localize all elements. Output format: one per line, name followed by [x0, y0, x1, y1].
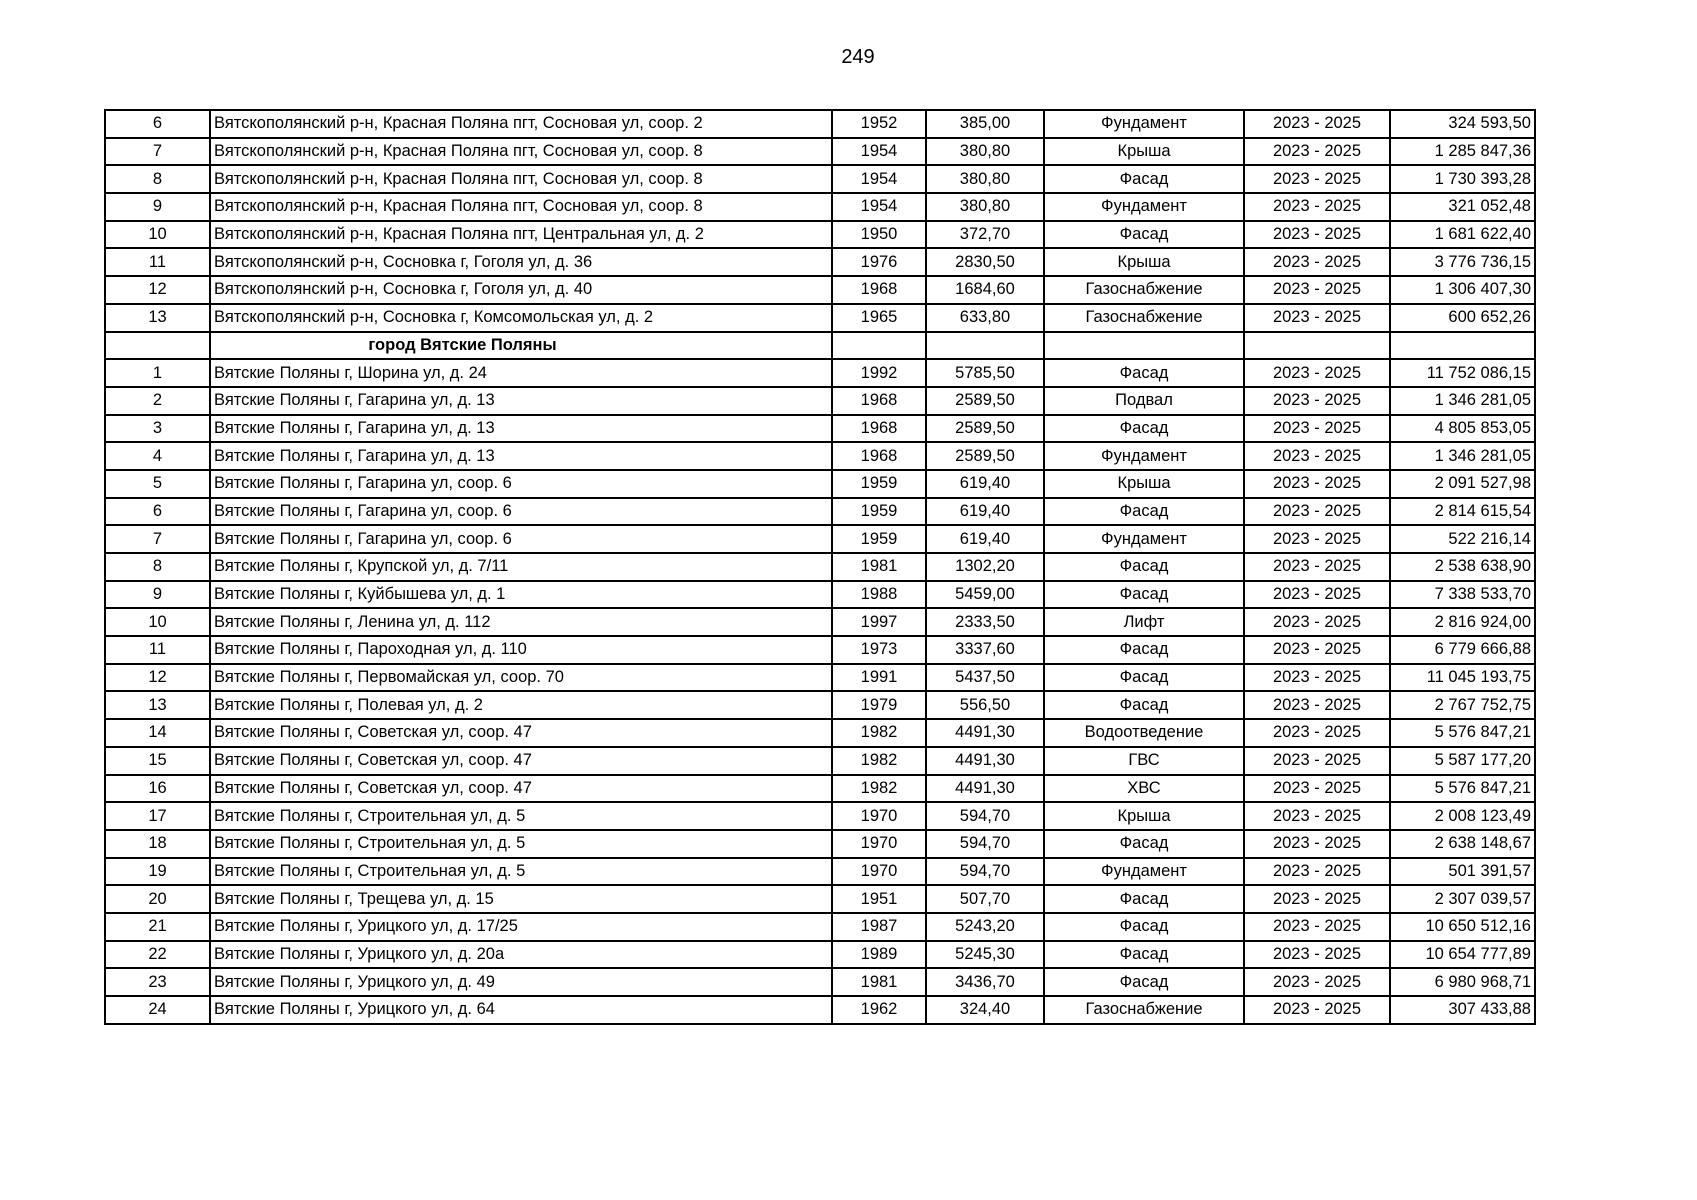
row-number-cell: 21 — [105, 913, 210, 941]
work-type-cell: Фасад — [1044, 968, 1244, 996]
year-cell: 1979 — [832, 691, 926, 719]
year-cell: 1970 — [832, 858, 926, 886]
year-cell: 1952 — [832, 110, 926, 138]
work-type-cell: Фундамент — [1044, 110, 1244, 138]
year-cell: 1982 — [832, 775, 926, 803]
table-row — [105, 581, 1535, 609]
cost-cell: 11 045 193,75 — [1390, 664, 1535, 692]
address-cell: Вятские Поляны г, Советская ул, соор. 47 — [210, 719, 832, 747]
row-number-cell: 9 — [105, 193, 210, 221]
work-type-cell: Фасад — [1044, 581, 1244, 609]
cost-cell: 2 307 039,57 — [1390, 885, 1535, 913]
table-row — [105, 719, 1535, 747]
cost-cell: 2 814 615,54 — [1390, 498, 1535, 526]
row-number-cell: 22 — [105, 941, 210, 969]
cost-cell: 5 576 847,21 — [1390, 719, 1535, 747]
year-cell: 1973 — [832, 636, 926, 664]
row-number-cell: 18 — [105, 830, 210, 858]
cost-cell: 10 650 512,16 — [1390, 913, 1535, 941]
cost-cell: 324 593,50 — [1390, 110, 1535, 138]
cost-cell: 1 730 393,28 — [1390, 165, 1535, 193]
area-cell: 385,00 — [926, 110, 1044, 138]
address-cell: Вятские Поляны г, Гагарина ул, д. 13 — [210, 442, 832, 470]
cost-cell: 3 776 736,15 — [1390, 248, 1535, 276]
address-cell: Вятскополянский р-н, Красная Поляна пгт, Сосновая ул, соор. 8 — [210, 138, 832, 166]
area-cell: 3337,60 — [926, 636, 1044, 664]
area-cell: 619,40 — [926, 498, 1044, 526]
address-cell: Вятские Поляны г, Первомайская ул, соор. 70 — [210, 664, 832, 692]
table-row — [105, 636, 1535, 664]
row-number-cell: 13 — [105, 691, 210, 719]
row-number-cell: 6 — [105, 498, 210, 526]
work-type-cell: Фасад — [1044, 359, 1244, 387]
period-cell: 2023 - 2025 — [1244, 858, 1390, 886]
work-type-cell: Фасад — [1044, 415, 1244, 443]
cost-cell: 2 008 123,49 — [1390, 802, 1535, 830]
row-number-cell: 3 — [105, 415, 210, 443]
area-cell: 2589,50 — [926, 442, 1044, 470]
cost-cell: 1 306 407,30 — [1390, 276, 1535, 304]
row-number-cell: 10 — [105, 608, 210, 636]
cost-cell: 1 346 281,05 — [1390, 387, 1535, 415]
row-number-cell: 13 — [105, 304, 210, 332]
period-cell: 2023 - 2025 — [1244, 525, 1390, 553]
area-cell: 5245,30 — [926, 941, 1044, 969]
area-cell: 594,70 — [926, 830, 1044, 858]
year-cell: 1981 — [832, 968, 926, 996]
work-type-cell: Фасад — [1044, 664, 1244, 692]
row-number-cell: 7 — [105, 525, 210, 553]
address-cell: Вятскополянский р-н, Сосновка г, Комсомольская ул, д. 2 — [210, 304, 832, 332]
work-type-cell: Газоснабжение — [1044, 276, 1244, 304]
work-type-cell: Фасад — [1044, 885, 1244, 913]
work-type-cell: Крыша — [1044, 470, 1244, 498]
address-cell: Вятские Поляны г, Гагарина ул, д. 13 — [210, 415, 832, 443]
table-row — [105, 830, 1535, 858]
table-row — [105, 691, 1535, 719]
table-row — [105, 525, 1535, 553]
area-cell: 2589,50 — [926, 415, 1044, 443]
year-cell: 1981 — [832, 553, 926, 581]
year-cell: 1987 — [832, 913, 926, 941]
cost-cell: 1 681 622,40 — [1390, 221, 1535, 249]
period-cell: 2023 - 2025 — [1244, 941, 1390, 969]
area-cell: 372,70 — [926, 221, 1044, 249]
period-cell: 2023 - 2025 — [1244, 304, 1390, 332]
work-type-cell: Фасад — [1044, 636, 1244, 664]
address-cell: Вятские Поляны г, Гагарина ул, соор. 6 — [210, 525, 832, 553]
area-cell: 5243,20 — [926, 913, 1044, 941]
table-row — [105, 664, 1535, 692]
cost-cell: 4 805 853,05 — [1390, 415, 1535, 443]
cost-cell: 6 779 666,88 — [1390, 636, 1535, 664]
address-cell: Вятские Поляны г, Строительная ул, д. 5 — [210, 858, 832, 886]
row-number-cell: 12 — [105, 276, 210, 304]
period-cell: 2023 - 2025 — [1244, 248, 1390, 276]
year-cell: 1951 — [832, 885, 926, 913]
address-cell: Вятские Поляны г, Советская ул, соор. 47 — [210, 747, 832, 775]
year-cell: 1968 — [832, 415, 926, 443]
row-number-cell: 15 — [105, 747, 210, 775]
area-cell: 4491,30 — [926, 775, 1044, 803]
cost-cell: 2 538 638,90 — [1390, 553, 1535, 581]
row-number-cell: 24 — [105, 996, 210, 1024]
period-cell: 2023 - 2025 — [1244, 193, 1390, 221]
year-cell: 1968 — [832, 442, 926, 470]
year-cell: 1976 — [832, 248, 926, 276]
period-cell: 2023 - 2025 — [1244, 415, 1390, 443]
cost-cell: 307 433,88 — [1390, 996, 1535, 1024]
period-cell: 2023 - 2025 — [1244, 553, 1390, 581]
work-type-cell: Фасад — [1044, 498, 1244, 526]
table-row — [105, 387, 1535, 415]
address-cell: Вятские Поляны г, Урицкого ул, д. 49 — [210, 968, 832, 996]
work-type-cell: Фундамент — [1044, 525, 1244, 553]
area-cell: 619,40 — [926, 525, 1044, 553]
period-cell: 2023 - 2025 — [1244, 110, 1390, 138]
period-cell — [1244, 332, 1390, 360]
row-number-cell: 12 — [105, 664, 210, 692]
table-row — [105, 968, 1535, 996]
address-cell: Вятские Поляны г, Гагарина ул, д. 13 — [210, 387, 832, 415]
period-cell: 2023 - 2025 — [1244, 165, 1390, 193]
year-cell — [832, 332, 926, 360]
period-cell: 2023 - 2025 — [1244, 775, 1390, 803]
year-cell: 1970 — [832, 830, 926, 858]
year-cell: 1992 — [832, 359, 926, 387]
address-cell: Вятские Поляны г, Советская ул, соор. 47 — [210, 775, 832, 803]
table-row — [105, 415, 1535, 443]
work-type-cell: ХВС — [1044, 775, 1244, 803]
row-number-cell: 19 — [105, 858, 210, 886]
period-cell: 2023 - 2025 — [1244, 747, 1390, 775]
period-cell: 2023 - 2025 — [1244, 830, 1390, 858]
work-type-cell: Фундамент — [1044, 858, 1244, 886]
address-cell: Вятские Поляны г, Куйбышева ул, д. 1 — [210, 581, 832, 609]
period-cell: 2023 - 2025 — [1244, 138, 1390, 166]
area-cell: 556,50 — [926, 691, 1044, 719]
year-cell: 1959 — [832, 470, 926, 498]
work-type-cell: Фасад — [1044, 691, 1244, 719]
area-cell: 5437,50 — [926, 664, 1044, 692]
address-cell: Вятскополянский р-н, Сосновка г, Гоголя ул, д. 40 — [210, 276, 832, 304]
work-type-cell: Крыша — [1044, 248, 1244, 276]
cost-cell: 2 816 924,00 — [1390, 608, 1535, 636]
table-row — [105, 221, 1535, 249]
year-cell: 1982 — [832, 747, 926, 775]
address-cell: Вятские Поляны г, Урицкого ул, д. 17/25 — [210, 913, 832, 941]
area-cell: 380,80 — [926, 193, 1044, 221]
row-number-cell: 10 — [105, 221, 210, 249]
area-cell: 5459,00 — [926, 581, 1044, 609]
address-cell: Вятские Поляны г, Ленина ул, д. 112 — [210, 608, 832, 636]
work-type-cell: Газоснабжение — [1044, 304, 1244, 332]
area-cell: 2333,50 — [926, 608, 1044, 636]
area-cell: 507,70 — [926, 885, 1044, 913]
year-cell: 1950 — [832, 221, 926, 249]
area-cell: 2830,50 — [926, 248, 1044, 276]
period-cell: 2023 - 2025 — [1244, 636, 1390, 664]
period-cell: 2023 - 2025 — [1244, 581, 1390, 609]
table-row — [105, 470, 1535, 498]
table-row — [105, 913, 1535, 941]
address-cell: Вятские Поляны г, Крупской ул, д. 7/11 — [210, 553, 832, 581]
work-type-cell: Фасад — [1044, 913, 1244, 941]
address-cell: Вятскополянский р-н, Сосновка г, Гоголя ул, д. 36 — [210, 248, 832, 276]
table-row — [105, 498, 1535, 526]
area-cell: 619,40 — [926, 470, 1044, 498]
area-cell: 3436,70 — [926, 968, 1044, 996]
cost-cell: 2 767 752,75 — [1390, 691, 1535, 719]
address-cell: Вятскополянский р-н, Красная Поляна пгт, Сосновая ул, соор. 8 — [210, 193, 832, 221]
row-number-cell: 8 — [105, 553, 210, 581]
period-cell: 2023 - 2025 — [1244, 885, 1390, 913]
table-body — [105, 110, 1535, 1024]
cost-cell: 522 216,14 — [1390, 525, 1535, 553]
year-cell: 1962 — [832, 996, 926, 1024]
table-row — [105, 858, 1535, 886]
row-number-cell: 11 — [105, 248, 210, 276]
cost-cell: 10 654 777,89 — [1390, 941, 1535, 969]
work-type-cell: Крыша — [1044, 802, 1244, 830]
year-cell: 1954 — [832, 165, 926, 193]
address-cell: Вятскополянский р-н, Красная Поляна пгт, Сосновая ул, соор. 2 — [210, 110, 832, 138]
cost-cell: 6 980 968,71 — [1390, 968, 1535, 996]
area-cell: 633,80 — [926, 304, 1044, 332]
year-cell: 1954 — [832, 138, 926, 166]
year-cell: 1959 — [832, 498, 926, 526]
row-number-cell: 17 — [105, 802, 210, 830]
area-cell: 4491,30 — [926, 719, 1044, 747]
area-cell: 380,80 — [926, 165, 1044, 193]
period-cell: 2023 - 2025 — [1244, 691, 1390, 719]
period-cell: 2023 - 2025 — [1244, 276, 1390, 304]
row-number-cell: 16 — [105, 775, 210, 803]
work-type-cell: Крыша — [1044, 138, 1244, 166]
table-row — [105, 941, 1535, 969]
period-cell: 2023 - 2025 — [1244, 470, 1390, 498]
year-cell: 1997 — [832, 608, 926, 636]
cost-cell: 321 052,48 — [1390, 193, 1535, 221]
area-cell: 1684,60 — [926, 276, 1044, 304]
table-row — [105, 775, 1535, 803]
address-cell: Вятские Поляны г, Полевая ул, д. 2 — [210, 691, 832, 719]
row-number-cell: 23 — [105, 968, 210, 996]
period-cell: 2023 - 2025 — [1244, 913, 1390, 941]
row-number-cell: 11 — [105, 636, 210, 664]
table-row — [105, 608, 1535, 636]
row-number-cell: 8 — [105, 165, 210, 193]
cost-cell: 1 285 847,36 — [1390, 138, 1535, 166]
year-cell: 1968 — [832, 276, 926, 304]
table-row — [105, 802, 1535, 830]
period-cell: 2023 - 2025 — [1244, 968, 1390, 996]
cost-cell: 1 346 281,05 — [1390, 442, 1535, 470]
area-cell: 5785,50 — [926, 359, 1044, 387]
address-cell: Вятские Поляны г, Строительная ул, д. 5 — [210, 802, 832, 830]
address-cell: Вятскополянский р-н, Красная Поляна пгт, Сосновая ул, соор. 8 — [210, 165, 832, 193]
row-number-cell: 14 — [105, 719, 210, 747]
period-cell: 2023 - 2025 — [1244, 802, 1390, 830]
area-cell: 324,40 — [926, 996, 1044, 1024]
cost-cell — [1390, 332, 1535, 360]
row-number-cell: 7 — [105, 138, 210, 166]
cost-cell: 5 576 847,21 — [1390, 775, 1535, 803]
cost-cell: 2 638 148,67 — [1390, 830, 1535, 858]
year-cell: 1959 — [832, 525, 926, 553]
period-cell: 2023 - 2025 — [1244, 719, 1390, 747]
table-row — [105, 553, 1535, 581]
table-row — [105, 110, 1535, 138]
table-row — [105, 165, 1535, 193]
work-type-cell: Фасад — [1044, 941, 1244, 969]
year-cell: 1982 — [832, 719, 926, 747]
year-cell: 1988 — [832, 581, 926, 609]
table-row — [105, 996, 1535, 1024]
cost-cell: 11 752 086,15 — [1390, 359, 1535, 387]
address-cell: Вятские Поляны г, Урицкого ул, д. 64 — [210, 996, 832, 1024]
period-cell: 2023 - 2025 — [1244, 996, 1390, 1024]
period-cell: 2023 - 2025 — [1244, 359, 1390, 387]
table-row — [105, 442, 1535, 470]
address-cell: Вятские Поляны г, Шорина ул, д. 24 — [210, 359, 832, 387]
work-type-cell: Водоотведение — [1044, 719, 1244, 747]
table-row — [105, 885, 1535, 913]
table-row — [105, 747, 1535, 775]
period-cell: 2023 - 2025 — [1244, 387, 1390, 415]
address-cell: Вятские Поляны г, Гагарина ул, соор. 6 — [210, 498, 832, 526]
area-cell: 380,80 — [926, 138, 1044, 166]
year-cell: 1991 — [832, 664, 926, 692]
area-cell: 4491,30 — [926, 747, 1044, 775]
year-cell: 1968 — [832, 387, 926, 415]
cost-cell: 7 338 533,70 — [1390, 581, 1535, 609]
work-type-cell: Фундамент — [1044, 442, 1244, 470]
row-number-cell: 9 — [105, 581, 210, 609]
work-type-cell: Фасад — [1044, 553, 1244, 581]
area-cell — [926, 332, 1044, 360]
area-cell: 594,70 — [926, 802, 1044, 830]
address-cell: Вятские Поляны г, Строительная ул, д. 5 — [210, 830, 832, 858]
area-cell: 2589,50 — [926, 387, 1044, 415]
work-type-cell: Фундамент — [1044, 193, 1244, 221]
row-number-cell: 1 — [105, 359, 210, 387]
cost-cell: 2 091 527,98 — [1390, 470, 1535, 498]
row-number-cell: 5 — [105, 470, 210, 498]
period-cell: 2023 - 2025 — [1244, 221, 1390, 249]
address-cell: Вятскополянский р-н, Красная Поляна пгт, Центральная ул, д. 2 — [210, 221, 832, 249]
work-type-cell: Фасад — [1044, 165, 1244, 193]
work-type-cell: ГВС — [1044, 747, 1244, 775]
cost-cell: 501 391,57 — [1390, 858, 1535, 886]
section-title-cell: город Вятские Поляны — [210, 332, 832, 360]
year-cell: 1965 — [832, 304, 926, 332]
period-cell: 2023 - 2025 — [1244, 498, 1390, 526]
row-number-cell — [105, 332, 210, 360]
table-row — [105, 248, 1535, 276]
year-cell: 1954 — [832, 193, 926, 221]
area-cell: 594,70 — [926, 858, 1044, 886]
period-cell: 2023 - 2025 — [1244, 608, 1390, 636]
cost-cell: 5 587 177,20 — [1390, 747, 1535, 775]
row-number-cell: 20 — [105, 885, 210, 913]
page-number: 249 — [841, 46, 875, 68]
period-cell: 2023 - 2025 — [1244, 442, 1390, 470]
address-cell: Вятские Поляны г, Трещева ул, д. 15 — [210, 885, 832, 913]
table-row — [105, 304, 1535, 332]
work-type-cell: Фасад — [1044, 830, 1244, 858]
table-row — [105, 359, 1535, 387]
work-type-cell: Газоснабжение — [1044, 996, 1244, 1024]
row-number-cell: 2 — [105, 387, 210, 415]
work-type-cell: Подвал — [1044, 387, 1244, 415]
year-cell: 1989 — [832, 941, 926, 969]
period-cell: 2023 - 2025 — [1244, 664, 1390, 692]
work-type-cell — [1044, 332, 1244, 360]
section-header-row — [105, 332, 1535, 360]
work-type-cell: Фасад — [1044, 221, 1244, 249]
housing-repair-table — [104, 109, 1536, 1025]
table-row — [105, 276, 1535, 304]
row-number-cell: 4 — [105, 442, 210, 470]
row-number-cell: 6 — [105, 110, 210, 138]
year-cell: 1970 — [832, 802, 926, 830]
area-cell: 1302,20 — [926, 553, 1044, 581]
cost-cell: 600 652,26 — [1390, 304, 1535, 332]
address-cell: Вятские Поляны г, Гагарина ул, соор. 6 — [210, 470, 832, 498]
address-cell: Вятские Поляны г, Пароходная ул, д. 110 — [210, 636, 832, 664]
work-type-cell: Лифт — [1044, 608, 1244, 636]
table-row — [105, 193, 1535, 221]
table-row — [105, 138, 1535, 166]
address-cell: Вятские Поляны г, Урицкого ул, д. 20а — [210, 941, 832, 969]
